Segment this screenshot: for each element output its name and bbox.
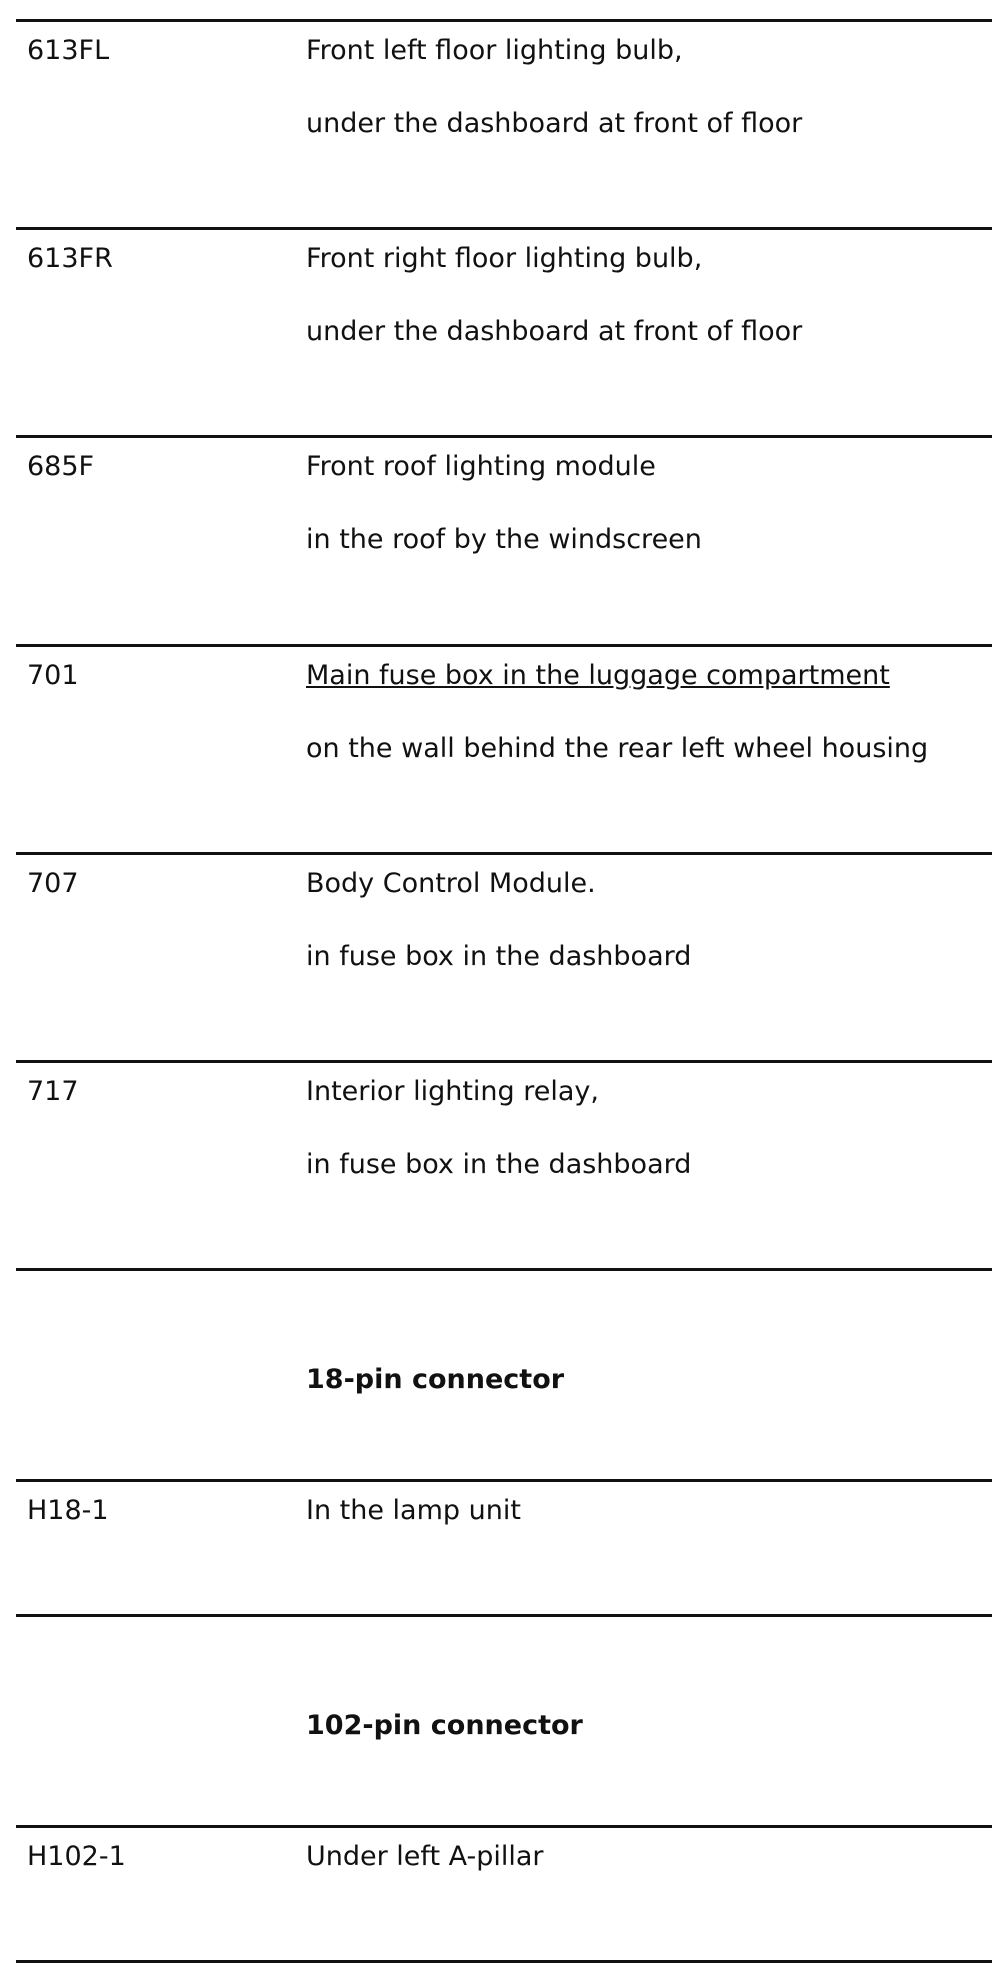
- row-divider: [16, 1825, 992, 1828]
- row-divider: [16, 435, 992, 438]
- component-code: 707: [27, 868, 79, 899]
- row-divider: [16, 19, 992, 22]
- row-divider: [16, 1060, 992, 1063]
- component-description: Front roof lighting module: [306, 451, 656, 482]
- row-divider: [16, 1479, 992, 1482]
- component-code: 701: [27, 660, 79, 691]
- component-code: 613FR: [27, 243, 113, 274]
- section-heading: 102-pin connector: [306, 1710, 583, 1741]
- component-location: in fuse box in the dashboard: [306, 941, 692, 972]
- component-description: Front left floor lighting bulb,: [306, 35, 683, 66]
- component-location: in the roof by the windscreen: [306, 524, 702, 555]
- component-code: 685F: [27, 451, 95, 482]
- connector-code: H18-1: [27, 1495, 109, 1526]
- section-divider: [16, 1614, 992, 1617]
- connector-code: H102-1: [27, 1841, 126, 1872]
- component-description: Front right floor lighting bulb,: [306, 243, 703, 274]
- component-description: Interior lighting relay,: [306, 1076, 599, 1107]
- component-location: under the dashboard at front of floor: [306, 316, 803, 347]
- component-description: Body Control Module.: [306, 868, 596, 899]
- row-divider: [16, 227, 992, 230]
- row-divider: [16, 1960, 992, 1963]
- fuse-box-link[interactable]: Main fuse box in the luggage compartment: [306, 660, 890, 691]
- component-code: 613FL: [27, 35, 110, 66]
- row-divider: [16, 852, 992, 855]
- component-location: under the dashboard at front of floor: [306, 108, 803, 139]
- section-divider: [16, 1268, 992, 1271]
- row-divider: [16, 644, 992, 647]
- component-location: on the wall behind the rear left wheel housing: [306, 733, 929, 764]
- component-code: 717: [27, 1076, 79, 1107]
- component-location: in fuse box in the dashboard: [306, 1149, 692, 1180]
- connector-location: In the lamp unit: [306, 1495, 521, 1526]
- section-heading: 18-pin connector: [306, 1364, 565, 1395]
- connector-location: Under left A-pillar: [306, 1841, 544, 1872]
